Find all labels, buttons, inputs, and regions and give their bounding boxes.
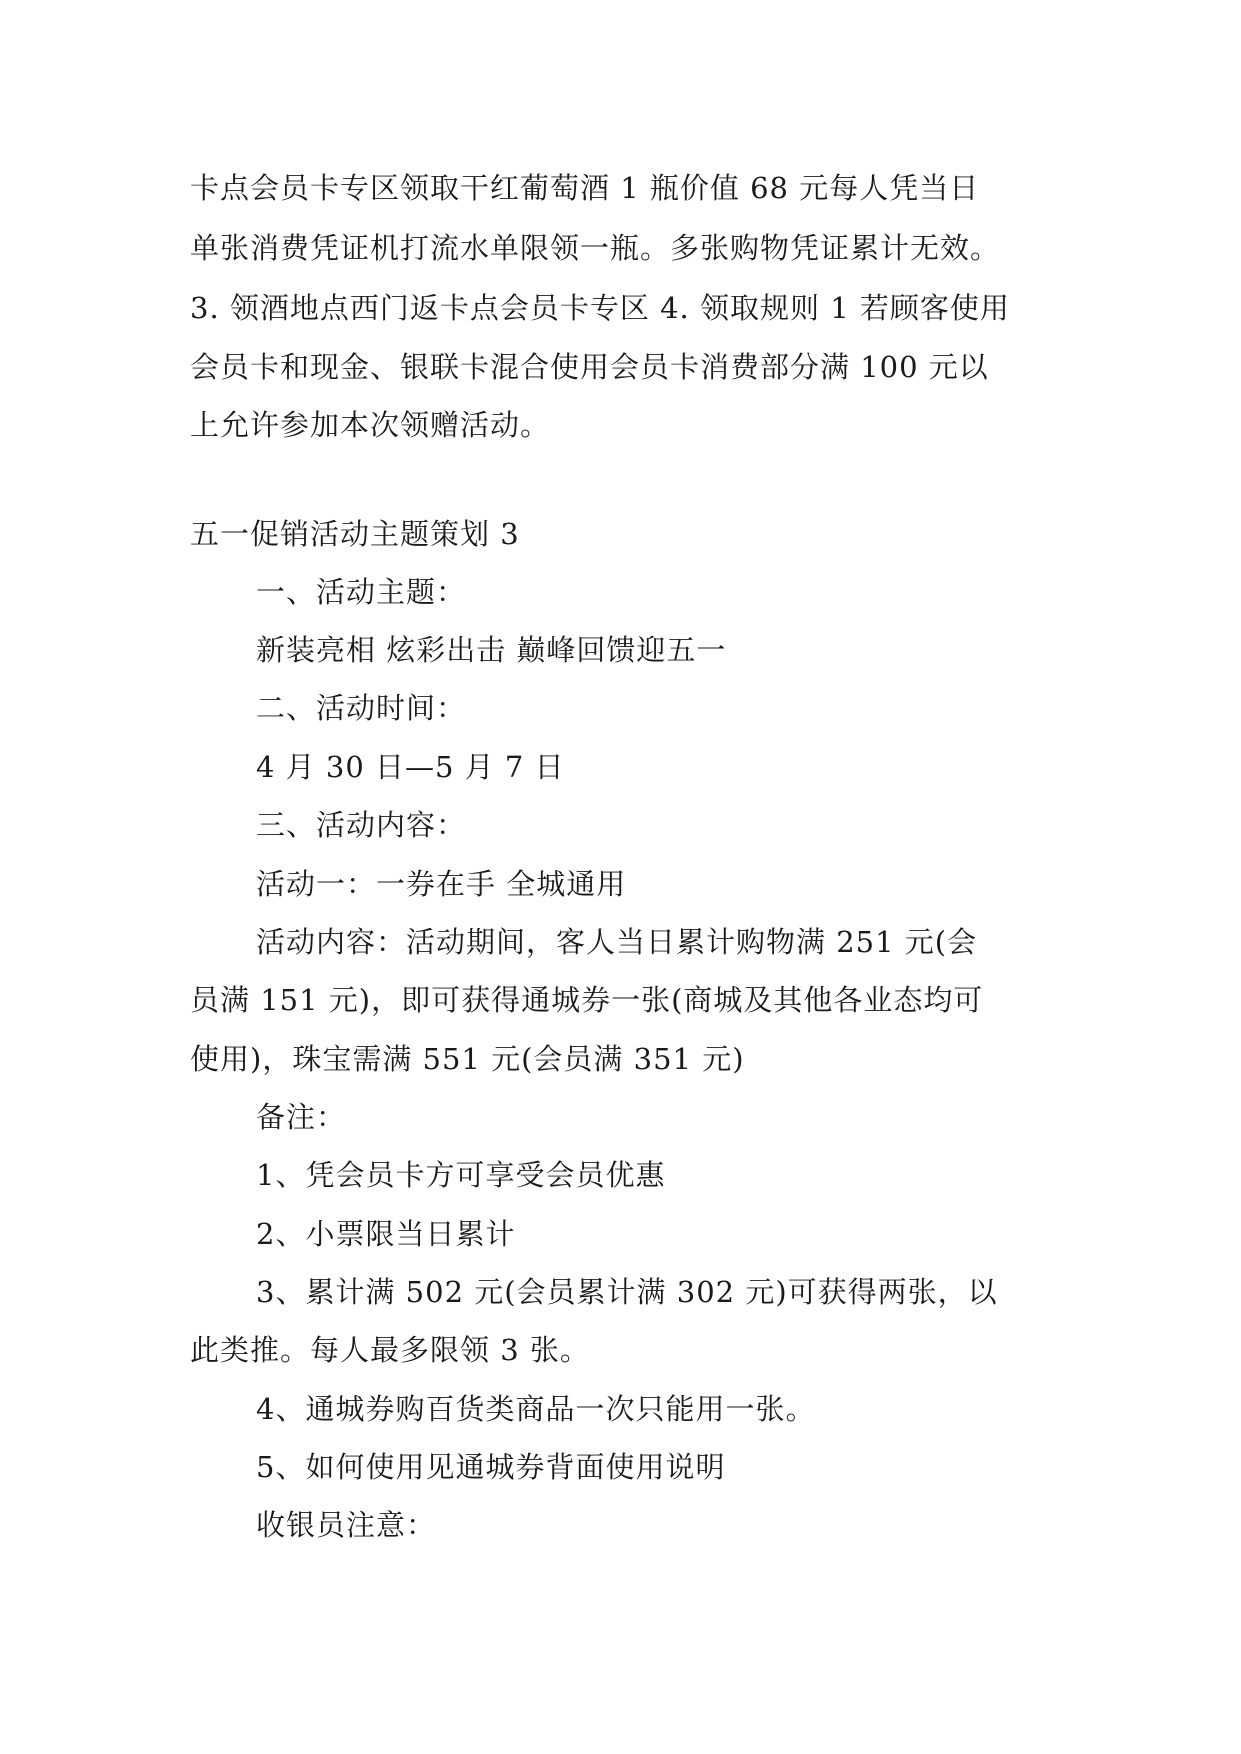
notes-heading: 备注： <box>256 1100 347 1134</box>
note-item-continued: 此类推。每人最多限领 3 张。 <box>190 1333 590 1367</box>
theme-text: 新装亮相 炫彩出击 巅峰回馈迎五一 <box>256 633 727 667</box>
theme-heading: 一、活动主题： <box>256 575 467 609</box>
activity-content-line: 员满 151 元)，即可获得通城券一张(商城及其他各业态均可 <box>190 983 984 1017</box>
note-item: 2、小票限当日累计 <box>256 1217 516 1251</box>
paragraph-line: 卡点会员卡专区领取干红葡萄酒 1 瓶价值 68 元每人凭当日 <box>190 171 980 205</box>
cashier-heading: 收银员注意： <box>256 1508 437 1542</box>
note-item: 5、如何使用见通城券背面使用说明 <box>256 1450 726 1484</box>
paragraph-line: 单张消费凭证机打流水单限领一瓶。多张购物凭证累计无效。 <box>190 231 1001 265</box>
section-title: 五一促销活动主题策划 3 <box>190 517 520 551</box>
time-text: 4 月 30 日—5 月 7 日 <box>256 750 565 784</box>
paragraph-line: 3. 领酒地点西门返卡点会员卡专区 4. 领取规则 1 若顾客使用 <box>190 291 1010 325</box>
activity-content-line: 活动内容：活动期间，客人当日累计购物满 251 元(会 <box>256 925 978 959</box>
activity-one-title: 活动一：一券在手 全城通用 <box>256 867 627 901</box>
note-item: 1、凭会员卡方可享受会员优惠 <box>256 1158 666 1192</box>
note-item: 4、通城券购百货类商品一次只能用一张。 <box>256 1392 816 1426</box>
content-heading: 三、活动内容： <box>256 808 467 842</box>
note-item: 3、累计满 502 元(会员累计满 302 元)可获得两张，以 <box>256 1275 998 1309</box>
paragraph-line: 会员卡和现金、银联卡混合使用会员卡消费部分满 100 元以 <box>190 350 989 384</box>
time-heading: 二、活动时间： <box>256 691 467 725</box>
paragraph-line: 上允许参加本次领赠活动。 <box>190 408 551 442</box>
activity-content-line: 使用)，珠宝需满 551 元(会员满 351 元) <box>190 1042 745 1076</box>
